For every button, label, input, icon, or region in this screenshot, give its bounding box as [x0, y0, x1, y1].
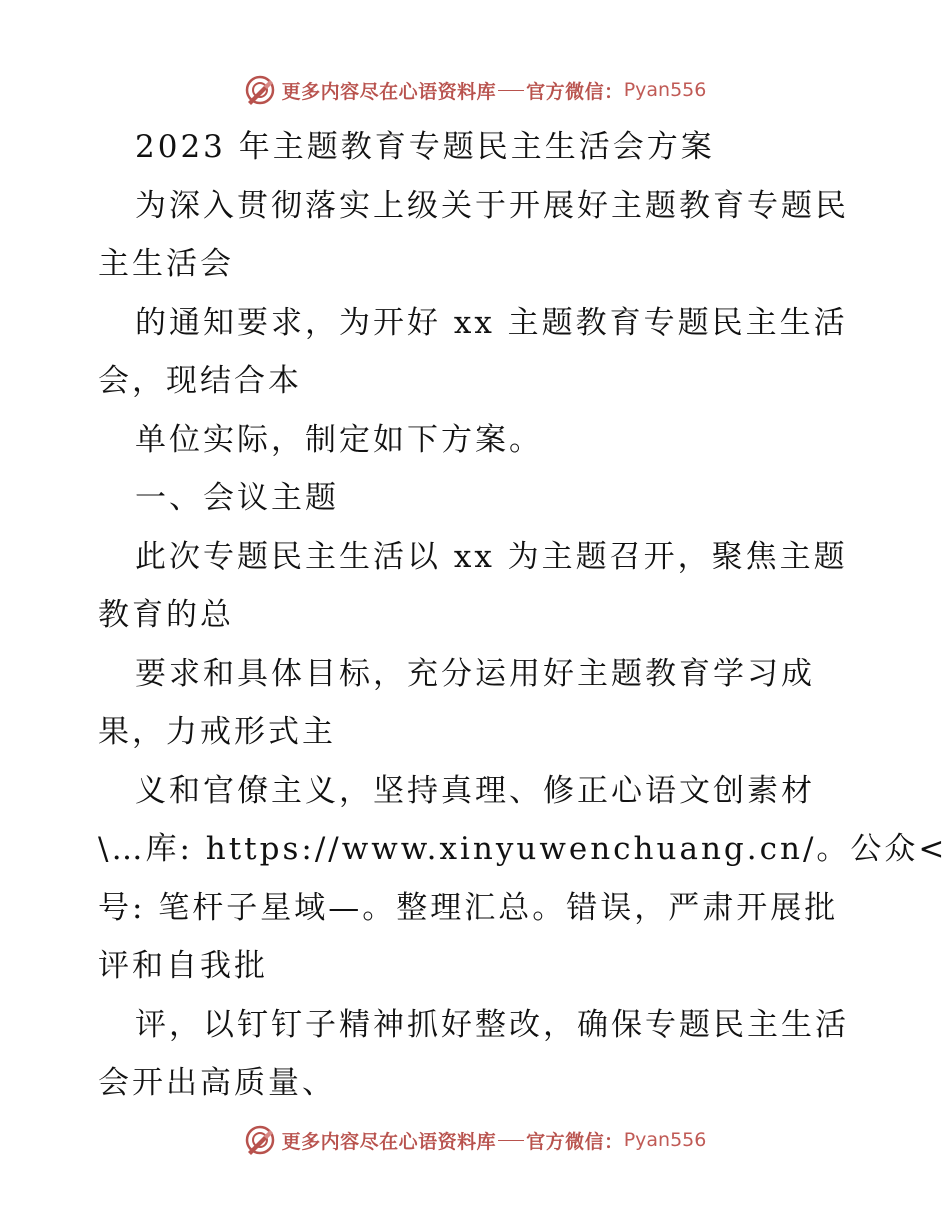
pen-logo-icon: [244, 1124, 276, 1156]
banner-dash: [498, 90, 524, 91]
paragraph-line: 号: 笔杆子星域—。整理汇总。错误，严肃开展批: [98, 889, 839, 926]
section-heading: 一、会议主题: [135, 480, 339, 516]
paragraph-line: 会，现结合本: [98, 363, 302, 399]
paragraph-line: 评，以钉钉子精神抓好整改，确保专题民主生活: [135, 1006, 849, 1043]
paragraph-line: 的通知要求，为开好 xx 主题教育专题民主生活: [135, 304, 848, 341]
banner-account: Pyan556: [623, 1129, 707, 1151]
banner-dash: [498, 1140, 524, 1141]
banner-slogan: 更多内容尽在心语资料库: [281, 1130, 497, 1153]
paragraph-line: 主生活会: [98, 246, 234, 282]
banner-slogan: 更多内容尽在心语资料库: [281, 80, 497, 103]
paragraph-line: 评和自我批: [98, 948, 268, 984]
banner-label: 官方微信：: [526, 1130, 624, 1153]
document-title: 2023 年主题教育专题民主生活会方案: [135, 129, 715, 165]
paragraph-line: 此次专题民主生活以 xx 为主题召开，聚焦主题: [135, 538, 848, 575]
paragraph-line: 为深入贯彻落实上级关于开展好主题教育专题民: [135, 187, 849, 224]
document-body: [98, 118, 948, 1113]
paragraph-line: 教育的总: [98, 597, 234, 633]
banner-label: 官方微信：: [526, 80, 624, 103]
header-banner: [0, 70, 950, 110]
paragraph-line: 单位实际，制定如下方案。: [135, 421, 543, 458]
pen-logo-icon: [244, 74, 276, 106]
footer-banner: [0, 1120, 950, 1160]
paragraph-line: 会开出高质量、: [98, 1065, 336, 1101]
paragraph-line: 义和官僚主义，坚持真理、修正心语文创素材: [135, 772, 815, 809]
paragraph-line: \…库: https://www.xinyuwenchuang.cn/。公众<: [98, 831, 948, 867]
paragraph-line: 果，力戒形式主: [98, 714, 336, 750]
paragraph-line: 要求和具体目标，充分运用好主题教育学习成: [135, 655, 815, 692]
banner-account: Pyan556: [623, 79, 707, 101]
